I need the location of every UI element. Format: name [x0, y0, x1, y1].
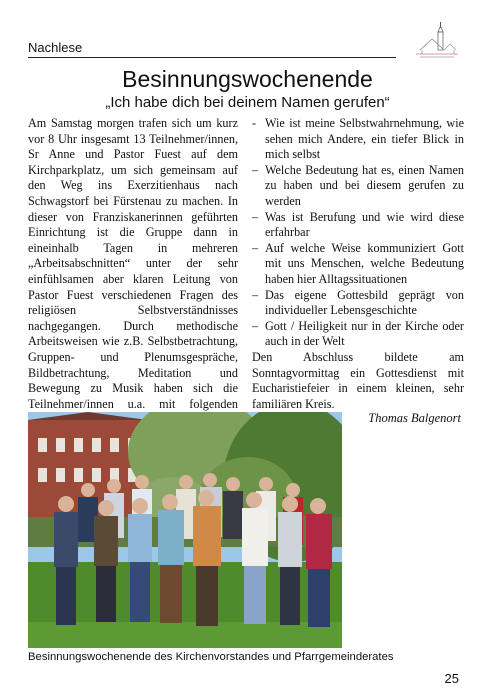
list-item: – Auf welche Weise kommuniziert Gott mit uns Menschen, welche Bedeutung haben hier Alltagssituationen — [252, 241, 464, 288]
article-body-left: Am Samstag morgen trafen sich um kurz vor 8 Uhr insgesamt 13 Teilnehmer/innen, Sr Anne und Pastor Fuest auf dem Kirchparkplatz, um sich gemeinsam auf den Weg ins Exerzitienhaus nach Schwagstorf bei Fürstenau zu machen. In dieser von Franziskanerinnen geführten Einrichtung ist die Gruppe dann in eineinhalb Tagen in mehreren „Arbeitsabschnitten“ unter der sehr einfühlsamen aber klaren Leitung von Pastor Fuest verschiedenen Fragen des religiösen Selbstverständnisses nachgegangen. Durch methodische Arbeitsweisen wie z.B. Selbstbetrachtung, Gruppen- und Plenumsgespräche, Bildbetrachtung, Meditation und Bewegung zu Musik haben sich die Teilnehmer/innen u.a. mit folgenden — [28, 116, 238, 411]
list-item: – Gott / Heiligkeit nur in der Kirche oder auch in der Welt — [252, 319, 464, 350]
author-signature: Thomas Balgenort — [368, 411, 461, 425]
header-divider — [28, 57, 396, 58]
photo-caption: Besinnungswochenende des Kirchenvorstandes und Pfarrgemeinderates — [28, 651, 394, 663]
list-item: – Welche Bedeutung hat es, einen Namen zu haben und bei diesem gerufen zu werden — [252, 163, 464, 210]
list-item: - Wie ist meine Selbstwahrnehmung, wie sehen mich Andere, ein tiefer Blick in mich selbst — [252, 116, 464, 163]
closing-paragraph: Den Abschluss bildete am Sonntagvormittag ein Gottesdienst mit Eucharistiefeier in einem kleinen, sehr familiären Kreis. — [252, 349, 464, 411]
church-logo-icon — [410, 20, 462, 60]
page-number: 25 — [444, 671, 459, 686]
topic-list — [252, 116, 464, 350]
article-body-right — [252, 116, 464, 412]
group-photo — [28, 412, 342, 648]
section-label: Nachlese — [28, 40, 83, 55]
article-subtitle: „Ich habe dich bei deinem Namen gerufen“ — [105, 94, 390, 111]
article-title: Besinnungswochenende — [122, 66, 373, 92]
list-item: – Was ist Berufung und wie wird diese erfahrbar — [252, 210, 464, 241]
list-item: – Das eigene Gottesbild geprägt von individueller Lebensgeschichte — [252, 288, 464, 319]
